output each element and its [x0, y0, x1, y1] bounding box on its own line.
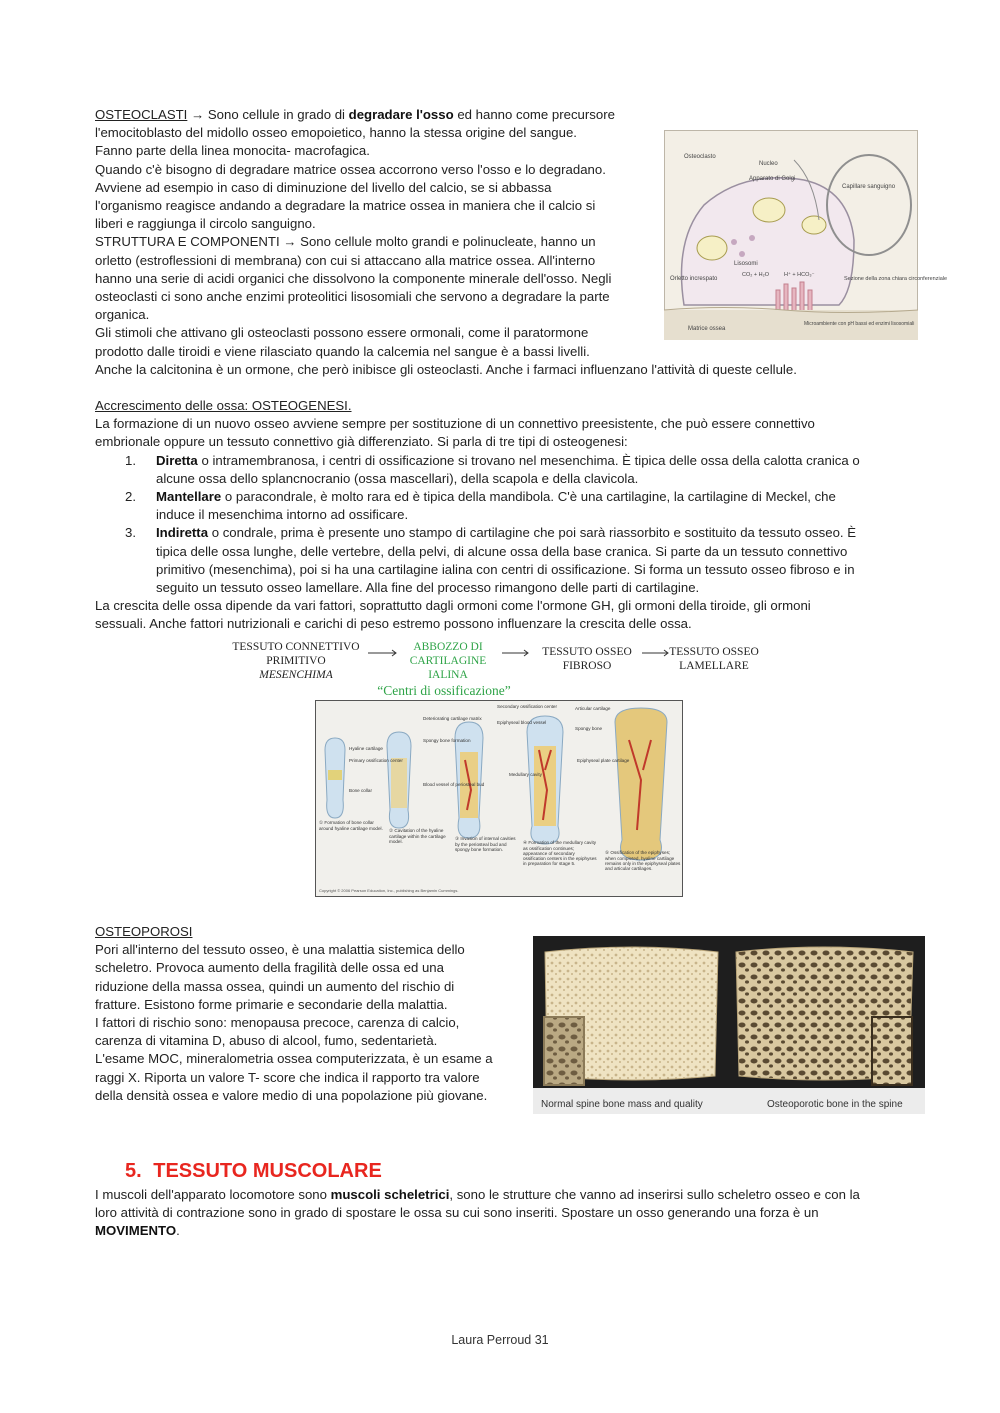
label-epiphyseal-plate: Epiphyseal plate cartilage	[577, 758, 630, 763]
osteoporosi-line: della densità ossea e valore medio di una popolazione più giovane.	[95, 1087, 488, 1103]
list-item-number: 2.	[125, 489, 136, 505]
label-blood-vessel: Blood vessel of periosteal bud	[423, 782, 485, 787]
arrow-icon	[642, 650, 668, 656]
osteoclasti-first-line	[95, 106, 895, 124]
arrow-icon	[368, 650, 396, 656]
osteogenesis-flow-diagram	[230, 638, 770, 702]
osteoclasti-line: Fanno parte della linea monocita- macrofagica.	[95, 143, 370, 159]
list-item-text: induce il mesenchima intorno ad ossificare.	[156, 507, 409, 523]
flow-step4-line: LAMELLARE	[679, 660, 749, 672]
label-primary: Primary ossification center	[349, 758, 403, 763]
osteoporosi-line: fratture. Esistono forme primarie e secondarie della malattia.	[95, 996, 448, 1012]
bone-development-diagram	[315, 700, 683, 897]
flow-step1-line: MESENCHIMA	[259, 669, 333, 681]
flow-step4-line: TESSUTO OSSEO	[669, 646, 759, 658]
label-articular: Articular cartilage	[575, 706, 611, 711]
muscolare-text: I muscoli dell'apparato locomotore sono	[95, 1187, 331, 1202]
muscolare-paragraph	[95, 1186, 915, 1241]
osteogenesi-outro-line: sessuali. Anche fattori nutrizionali e carichi di peso estremo possono influenzare la crescita delle ossa.	[95, 616, 692, 632]
osteoclasti-line: orletto (estroflessioni di membrana) con cui si attaccano alla matrice ossea. All'interno	[95, 252, 596, 268]
label-secondary: Secondary ossification center	[497, 704, 558, 709]
copyright-text: Copyright © 2006 Pearson Education, Inc., publishing as Benjamin Cummings.	[319, 888, 459, 893]
flow-centri-label: “Centri di ossificazione”	[377, 683, 511, 698]
label-medullary: Medullary cavity	[509, 772, 542, 777]
label-microambiente: Microambiente con pH bassi ed enzimi lisosomiali	[804, 321, 915, 327]
list-item-text: o paracondrale, è molto rara ed è tipica della mandibola. C'è una cartilagine, la cartilagine di Meckel, che	[221, 489, 836, 505]
osteoclasti-line: l'emocitoblasto del midollo osseo emopoietico, hanno la stessa origine del sangue.	[95, 125, 577, 141]
arrow-icon: →	[191, 107, 205, 122]
list-item-number: 3.	[125, 525, 136, 541]
label-nucleo: Nucleo	[759, 161, 778, 167]
section-title: TESSUTO MUSCOLARE	[153, 1160, 382, 1182]
caption-stage2: ② Cavitation of the hyaline cartilage within the cartilage model.	[389, 828, 446, 844]
list-item	[95, 524, 915, 597]
muscolare-text: .	[176, 1223, 180, 1239]
osteoclasti-intro-post: ed hanno come precursore	[453, 107, 615, 122]
osteoclasti-line: Anche la calcitonina è un ormone, che però inibisce gli osteoclasti. Anche i farmaci influenzano l'attività di queste cellule.	[95, 361, 797, 377]
label-epiphyseal-vessel: Epiphyseal blood vessel	[497, 720, 547, 725]
label-hyaline: Hyaline cartilage	[349, 746, 383, 751]
section-number: 5.	[125, 1160, 142, 1182]
osteoporosi-section	[95, 923, 525, 1105]
osteoclasti-line: hanno una serie di acidi organici che dissolvono la componente minerale dell'osso. Negli	[95, 270, 612, 286]
photo-caption-normal: Normal spine bone mass and quality	[541, 1099, 703, 1110]
muscolare-text: loro attività di contrazione sono in grado di spostare le ossa su cui sono inseriti. Spostare un osso generando una forza è un	[95, 1205, 819, 1221]
list-item-bold: Mantellare	[156, 489, 222, 505]
osteoclasti-line: l'organismo reagisce andando a degradare la matrice ossea in maniera che il calcio si	[95, 198, 596, 214]
osteoclasti-line: organica.	[95, 307, 150, 323]
flow-step1-line: PRIMITIVO	[266, 655, 326, 667]
osteoporosi-line: riduzione della massa ossea, quindi un aumento del rischio di	[95, 978, 455, 994]
label-osteoclasto: Osteoclasto	[684, 154, 716, 160]
osteoporosi-line: scheletro. Provoca aumento della fragilità delle ossa ed una	[95, 960, 444, 976]
osteoclast-diagram	[664, 130, 948, 340]
osteoclasti-line: prodotto dalle tiroidi e viene rilasciato quando la calcemia nel sangue è a bassi livelli.	[95, 343, 590, 359]
osteogenesi-outro-line: La crescita delle ossa dipende da vari fattori, soprattutto dagli ormoni come l'ormone GH, gli ormoni della tiroide, gli ormoni	[95, 598, 811, 614]
osteoclasti-line: Quando c'è bisogno di degradare matrice ossea accorrono verso l'osso e lo degradano.	[95, 161, 606, 177]
label-reaction: CO₂ + H₂O	[742, 272, 770, 278]
label-spongy-formation: Spongy bone formation	[423, 738, 471, 743]
photo-caption-osteoporotic: Osteoporotic bone in the spine	[767, 1099, 903, 1110]
flow-step3-line: TESSUTO OSSEO	[542, 646, 632, 658]
label-golgi: Apparato di Golgi	[749, 176, 796, 182]
muscolare-text: , sono le strutture che vanno ad inserirsi sullo scheletro osseo e con la	[449, 1187, 860, 1202]
osteogenesi-list	[95, 452, 915, 598]
osteoporosi-heading: OSTEOPOROSI	[95, 924, 193, 939]
muscolare-bold: muscoli scheletrici	[330, 1187, 450, 1202]
osteoporosis-photo	[533, 936, 925, 1114]
label-orletto: Orletto increspato	[670, 276, 718, 282]
label-collar: Bone collar	[349, 788, 372, 793]
osteoclasti-line: osteoclasti ci sono anche enzimi proteolitici lisosomiali che servono a degradare la parte	[95, 289, 610, 305]
label-deteriorating: Deteriorating cartilage matrix	[423, 716, 482, 721]
label-ions: H⁺ + HCO₃⁻	[784, 272, 815, 278]
osteoclasti-heading: OSTEOCLASTI	[95, 107, 188, 122]
osteogenesi-heading: Accrescimento delle ossa: OSTEOGENESI.	[95, 398, 352, 413]
caption-stage3: ③ Invasion of internal cavities by the periosteal bud and spongy bone formation.	[455, 836, 516, 852]
list-item-text: o condrale, prima è presente uno stampo di cartilagine che poi sarà riassorbito e sostituito da tessuto osseo. È	[208, 525, 857, 541]
list-item-text: primitivo (mesenchima), poi si ha una cartilagine ialina con centri di ossificazione. Si forma un tessuto osseo fibroso e in	[156, 561, 855, 577]
label-matrice: Matrice ossea	[688, 326, 726, 332]
label-lisosomi: Lisosomi	[734, 261, 758, 267]
osteoclasti-line: Gli stimoli che attivano gli osteoclasti possono essere ormonali, come il paratormone	[95, 325, 589, 341]
osteogenesi-intro-line: embrionale oppure un tessuto connettivo già differenziato. Si parla di tre tipi di osteogenesi:	[95, 434, 628, 450]
flow-step2-line: ABBOZZO DI	[413, 641, 483, 653]
list-item	[95, 488, 915, 524]
list-item-text: tipica delle ossa lunghe, delle vertebre, della pelvi, di alcune ossa della base cranica. Si parte da un tessuto connettivo	[156, 543, 848, 559]
osteoporosi-line: Pori all'interno del tessuto osseo, è una malattia sistemica dello	[95, 942, 465, 958]
label-capillare: Capillare sanguigno	[842, 184, 896, 190]
caption-stage5: ⑤ Ossification of the epiphyses; when completed, hyaline cartilage remains only in the epiphyseal plates and articular cartilages.	[605, 850, 681, 871]
label-spongy: Spongy bone	[575, 726, 603, 731]
page-footer: Laura Perroud 31	[451, 1333, 549, 1347]
osteoclasti-line: Avviene ad esempio in caso di diminuzione del livello del calcio, se si abbassa	[95, 179, 552, 195]
list-item-bold: Diretta	[156, 452, 198, 468]
caption-stage1: ① Formation of bone collar around hyaline cartilage model.	[319, 820, 383, 831]
osteoclasti-intro-pre: Sono cellule in grado di	[204, 107, 349, 122]
list-item-number: 1.	[125, 452, 136, 468]
osteogenesi-section	[95, 397, 915, 634]
list-item-bold: Indiretta	[156, 525, 209, 541]
flow-step2-line: IALINA	[428, 669, 468, 681]
muscolare-bold: MOVIMENTO	[95, 1223, 177, 1239]
label-sezione: Sezione della zona chiara circonferenziale	[844, 276, 948, 282]
flow-step3-line: FIBROSO	[562, 660, 612, 672]
osteoporosi-line: L'esame MOC, mineralometria ossea computerizzata, è un esame a	[95, 1051, 493, 1067]
flow-step2-line: CARTILAGINE	[409, 655, 487, 667]
osteoclasti-line: liberi e raggiunga il circolo sanguigno.	[95, 216, 316, 232]
osteoclasti-intro-bold: degradare l'osso	[348, 107, 454, 122]
osteoporosi-line: carenza di vitamina D, abuso di alcool, fumo, sedentarietà.	[95, 1033, 438, 1049]
osteoclasti-line: STRUTTURA E COMPONENTI → Sono cellule molto grandi e polinucleate, hanno un	[95, 234, 596, 250]
osteogenesi-intro-line: La formazione di un nuovo osseo avviene sempre per sostituzione di un connettivo preesistente, che può essere connettivo	[95, 416, 815, 432]
arrow-icon	[502, 650, 528, 656]
osteoporosi-line: raggi X. Riporta un valore T- score che indica il rapporto tra valore	[95, 1069, 480, 1085]
list-item-text: seguito un tessuto osseo lamellare. Alla fine del processo rimangono delle parti di cartilagine.	[156, 580, 700, 596]
osteoporosi-line: I fattori di rischio sono: menopausa precoce, carenza di calcio,	[95, 1015, 460, 1031]
section-heading	[125, 1160, 382, 1183]
list-item-text: o intramembranosa, i centri di ossificazione si trovano nel mesenchima. È tipica delle ossa della calotta cranica o	[197, 452, 860, 468]
list-item	[95, 452, 915, 488]
caption-stage4: ④ Formation of the medullary cavity as ossification continues; appearance of secondary ossification centers in the epiphyses in preparation for stage 5.	[523, 840, 597, 866]
flow-step1-line: TESSUTO CONNETTIVO	[232, 641, 360, 653]
list-item-text: alcune ossa dello splancnocranio (ossa mascellari), della scapola e della clavicola.	[156, 470, 639, 486]
